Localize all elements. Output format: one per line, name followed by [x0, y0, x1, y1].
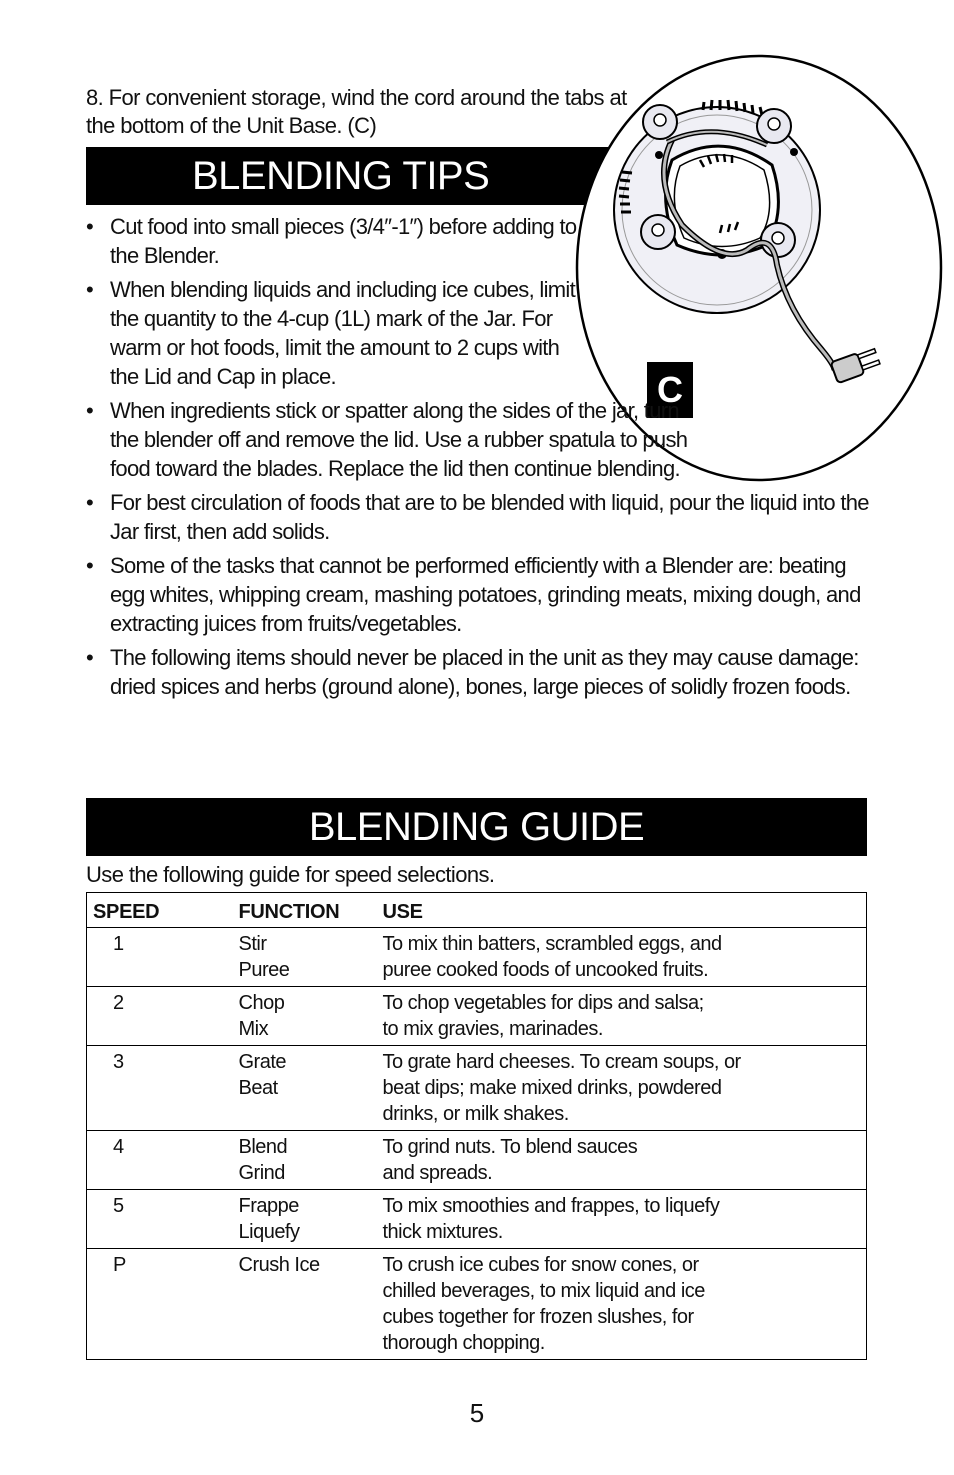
use-line: beat dips; make mixed drinks, powdered	[382, 1077, 722, 1099]
speed-cell: 5	[87, 1190, 239, 1249]
function-cell	[239, 1131, 383, 1190]
list-item: • The following items should never be placed in the unit as they may cause damage: dried spices and herbs (ground alone), bones, large pieces of solidly frozen foods.	[86, 645, 859, 699]
table-row	[87, 1131, 867, 1190]
use-line: cubes together for frozen slushes, for	[382, 1306, 694, 1328]
blending-guide-heading: BLENDING GUIDE	[86, 798, 867, 856]
use-line: and spreads.	[382, 1162, 493, 1184]
function-cell	[239, 987, 383, 1046]
use-line: puree cooked foods of uncooked fruits.	[382, 959, 709, 981]
table-header-row	[87, 893, 867, 928]
blending-tips-heading-text: BLENDING TIPS	[192, 154, 490, 198]
function-line: Blend	[238, 1136, 288, 1158]
guide-intro: Use the following guide for speed selections.	[86, 862, 495, 887]
use-cell	[383, 1249, 867, 1360]
use-cell	[383, 1190, 867, 1249]
list-item: • For best circulation of foods that are to be blended with liquid, pour the liquid into the Jar first, then add solids.	[86, 490, 869, 544]
use-line: To grind nuts. To blend sauces	[382, 1136, 638, 1158]
use-line: To crush ice cubes for snow cones, or	[382, 1254, 699, 1276]
table-row	[87, 1249, 867, 1360]
figure-label: C	[657, 369, 683, 410]
header-speed: SPEED	[87, 893, 239, 928]
use-line: chilled beverages, to mix liquid and ice	[382, 1280, 705, 1302]
table-row	[87, 1046, 867, 1131]
blending-tips-heading	[86, 147, 626, 205]
function-cell	[239, 1190, 383, 1249]
list-item: • Some of the tasks that cannot be performed efficiently with a Blender are: beating egg whites, whipping cream, mashing potatoes, grinding meats, mixing dough, and extracting juices from fruits/vegetables.	[86, 553, 861, 636]
use-cell	[383, 1131, 867, 1190]
function-cell	[239, 1249, 383, 1360]
use-line: To mix smoothies and frappes, to liquefy	[382, 1195, 720, 1217]
use-line: thorough chopping.	[382, 1332, 545, 1354]
use-line: To mix thin batters, scrambled eggs, and	[382, 933, 722, 955]
table-row	[87, 987, 867, 1046]
function-line: Grate	[238, 1051, 287, 1073]
page-number: 5	[469, 1398, 485, 1428]
table-row	[87, 928, 867, 987]
function-line: Frappe	[238, 1195, 299, 1217]
function-line: Liquefy	[238, 1221, 300, 1243]
function-line: Stir	[238, 933, 267, 955]
list-item: • When blending liquids and including ice cubes, limit the quantity to the 4-cup (1L) mark of the Jar. For warm or hot foods, limit the amount to 2 cups with the Lid and Cap in place.	[86, 277, 576, 389]
function-line: Beat	[238, 1077, 278, 1099]
use-cell	[383, 987, 867, 1046]
speed-cell: 2	[87, 987, 239, 1046]
use-line: To grate hard cheeses. To cream soups, or	[382, 1051, 741, 1073]
header-function: FUNCTION	[239, 893, 383, 928]
function-line: Chop	[238, 992, 285, 1014]
function-line: Puree	[238, 959, 290, 981]
speed-cell: 1	[87, 928, 239, 987]
function-line: Crush Ice	[238, 1254, 320, 1276]
use-line: To chop vegetables for dips and salsa;	[382, 992, 704, 1014]
header-use: USE	[383, 893, 867, 928]
speed-guide-table	[86, 892, 867, 1360]
speed-cell: P	[113, 1254, 126, 1276]
function-cell	[239, 928, 383, 987]
table-row	[87, 1190, 867, 1249]
storage-instruction: 8. For convenient storage, wind the cord around the tabs at the bottom of the Unit Base. (C)	[86, 85, 627, 138]
use-line: drinks, or milk shakes.	[382, 1103, 569, 1125]
function-cell	[239, 1046, 383, 1131]
list-item: • Cut food into small pieces (3/4″-1″) before adding to the Blender.	[86, 214, 577, 268]
use-line: to mix gravies, marinades.	[382, 1018, 603, 1040]
speed-cell: 3	[87, 1046, 239, 1131]
speed-guide-rows	[87, 928, 867, 1360]
function-line: Mix	[238, 1018, 269, 1040]
use-cell	[383, 1046, 867, 1131]
list-item: • When ingredients stick or spatter along the sides of the jar, turn the blender off and remove the lid. Use a rubber spatula to push food toward the blades. Replace the lid then continue blending.	[86, 398, 688, 481]
blending-tips-list	[86, 212, 876, 706]
use-cell	[383, 928, 867, 987]
function-line: Grind	[238, 1162, 285, 1184]
use-line: thick mixtures.	[382, 1221, 503, 1243]
speed-cell: 4	[87, 1131, 239, 1190]
